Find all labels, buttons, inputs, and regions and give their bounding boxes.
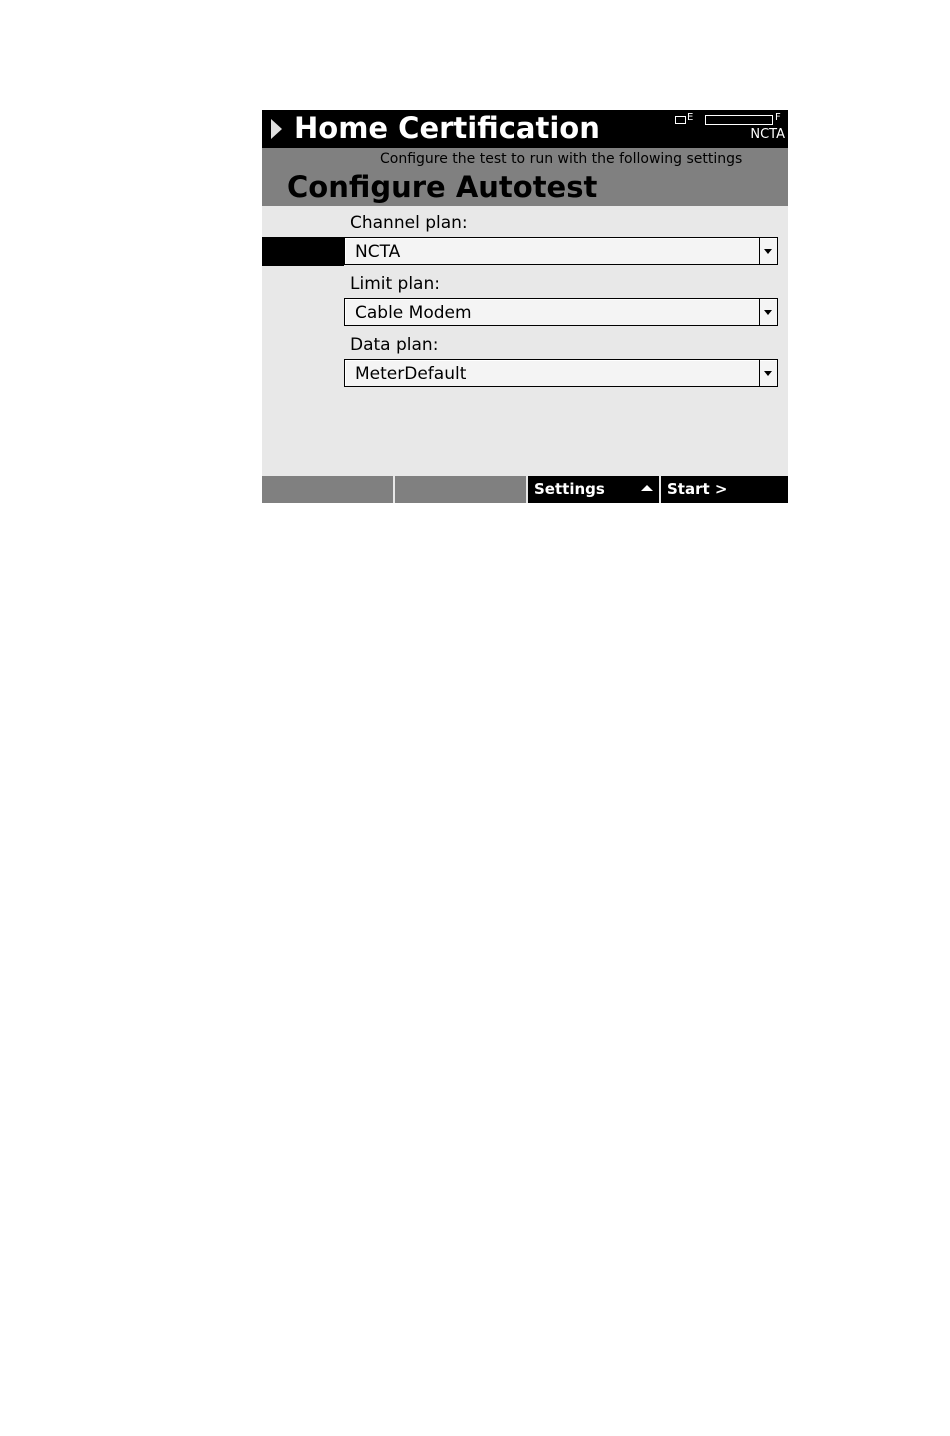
battery-icon xyxy=(675,114,785,126)
triangle-up-icon xyxy=(641,485,653,491)
page-title: Configure Autotest xyxy=(287,170,598,204)
start-softkey-label: Start > xyxy=(667,480,728,498)
settings-softkey-label: Settings xyxy=(534,480,605,498)
start-softkey[interactable] xyxy=(661,476,788,503)
play-arrow-icon xyxy=(271,119,282,139)
softkey-2[interactable] xyxy=(395,476,526,503)
chevron-down-icon[interactable] xyxy=(759,360,777,386)
data-plan-label: Data plan: xyxy=(350,335,439,355)
limit-plan-select[interactable] xyxy=(344,298,778,326)
softkey-1[interactable] xyxy=(262,476,393,503)
data-plan-value: MeterDefault xyxy=(355,364,467,384)
chevron-down-icon[interactable] xyxy=(759,299,777,325)
battery-empty-label: E xyxy=(687,112,694,123)
battery-level-bar xyxy=(705,115,773,125)
battery-full-label: F xyxy=(775,112,781,123)
data-plan-select[interactable] xyxy=(344,359,778,387)
chevron-down-icon[interactable] xyxy=(759,238,777,264)
settings-softkey[interactable] xyxy=(528,476,659,503)
subheader xyxy=(262,148,788,206)
limit-plan-label: Limit plan: xyxy=(350,274,440,294)
title-bar xyxy=(262,110,788,148)
channel-plan-select[interactable] xyxy=(344,237,778,265)
channel-plan-value: NCTA xyxy=(355,242,401,262)
softkey-bar xyxy=(262,476,788,503)
limit-plan-value: Cable Modem xyxy=(355,303,472,323)
focus-marker xyxy=(262,237,344,266)
channel-plan-label: Channel plan: xyxy=(350,213,468,233)
battery-plug-icon xyxy=(675,116,686,124)
device-screen xyxy=(262,110,788,503)
active-plan-badge: NCTA xyxy=(750,127,785,142)
instruction-text: Configure the test to run with the following settings xyxy=(380,151,743,167)
app-title: Home Certification xyxy=(294,111,600,145)
